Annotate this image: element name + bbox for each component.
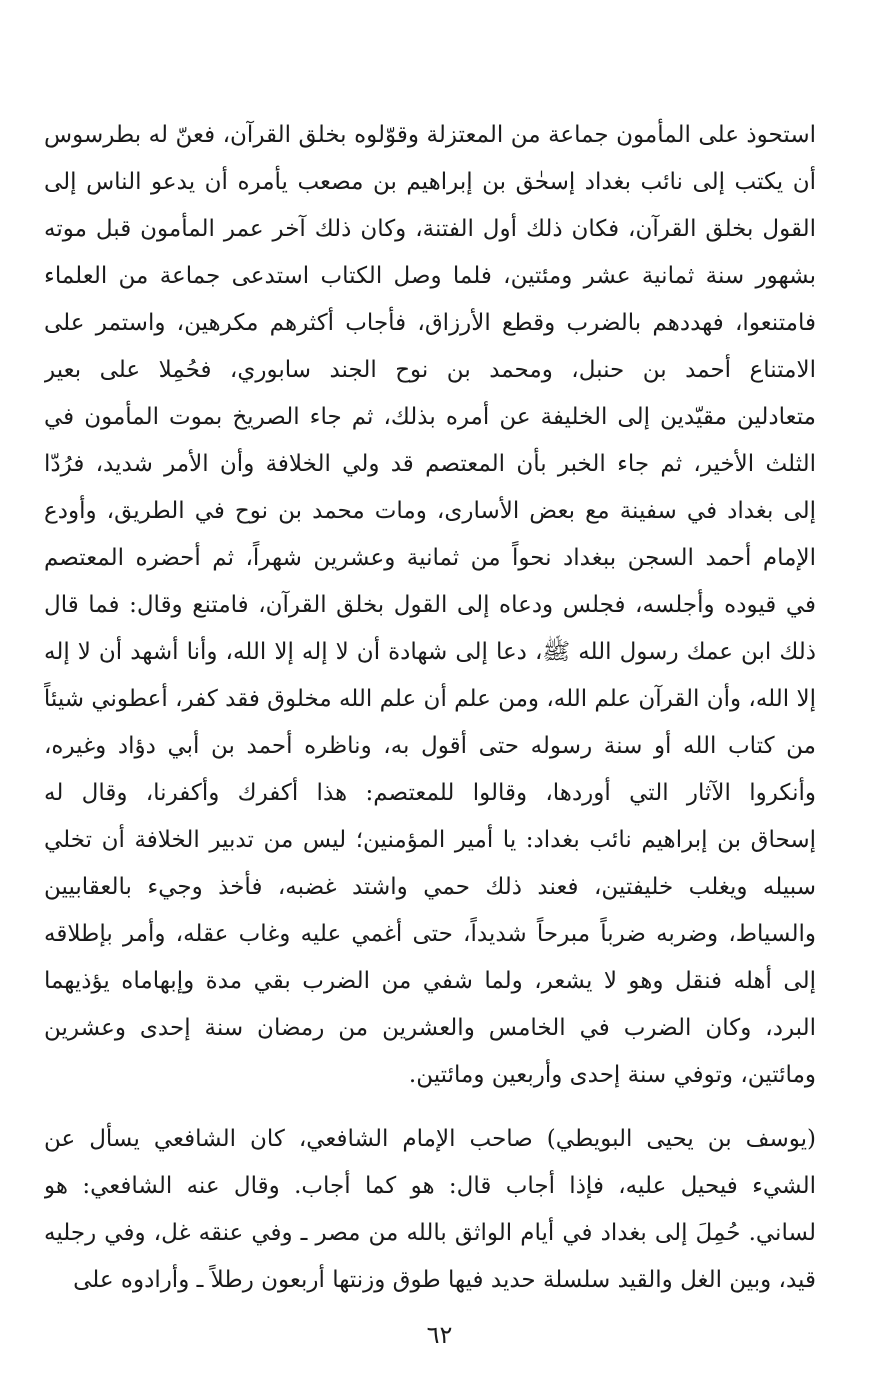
- text-line: البرد، وكان الضرب في الخامس والعشرين من رمضان سنة إحدى وعشرين: [44, 1015, 816, 1041]
- text-line: ومائتين، وتوفي سنة إحدى وأربعين ومائتين.: [408, 1062, 816, 1088]
- text-line: والسياط، وضربه ضرباً مبرحاً شديداً، حتى أغمي عليه وغاب عقله، وأمر بإطلاقه: [44, 921, 816, 947]
- text-line: وأنكروا الآثار التي أوردها، وقالوا للمعتصم: هذا أكفرك وأكفرنا، وقال له: [44, 780, 816, 806]
- text-line: لساني. حُمِلَ إلى بغداد في أيام الواثق بالله من مصر ـ وفي عنقه غل، وفي رجليه: [44, 1220, 816, 1246]
- page-number: ٦٢: [426, 1321, 453, 1349]
- text-line: بشهور سنة ثمانية عشر ومئتين، فلما وصل الكتاب استدعى جماعة من العلماء: [44, 263, 816, 289]
- text-line: الإمام أحمد السجن ببغداد نحواً من ثمانية وعشرين شهراً، ثم أحضره المعتصم: [44, 545, 816, 571]
- text-line: إلا الله، وأن القرآن علم الله، ومن علم أن علم الله مخلوق فقد كفر، أعطوني شيئاً: [44, 686, 816, 712]
- text-line: إلى أهله فنقل وهو لا يشعر، ولما شفي من الضرب بقي مدة وإبهاماه يؤذيهما: [44, 968, 816, 994]
- text-line: في قيوده وأجلسه، فجلس ودعاه إلى القول بخلق القرآن، فامتنع وقال: فما قال: [44, 592, 816, 618]
- text-line: الامتناع أحمد بن حنبل، ومحمد بن نوح الجند سابوري، فحُمِلا على بعير: [44, 357, 816, 383]
- text-line: أن يكتب إلى نائب بغداد إسحٰق بن إبراهيم بن مصعب يأمره أن يدعو الناس إلى: [44, 169, 816, 195]
- text-line: سبيله ويغلب خليفتين، فعند ذلك حمي واشتد غضبه، فأخذ وجيء بالعقابيين: [44, 874, 816, 900]
- paragraph-ahmad-ibn-hanbal: [44, 112, 816, 1099]
- text-line: إسحاق بن إبراهيم نائب بغداد: يا أمير المؤمنين؛ ليس من تدبير الخلافة أن تخلي: [44, 827, 816, 853]
- text-line: (يوسف بن يحيى البويطي) صاحب الإمام الشافعي، كان الشافعي يسأل عن: [44, 1126, 816, 1152]
- text-line: القول بخلق القرآن، فكان ذلك أول الفتنة، وكان ذلك آخر عمر المأمون قبل موته: [44, 216, 816, 242]
- text-line: فامتنعوا، فهددهم بالضرب وقطع الأرزاق، فأجاب أكثرهم مكرهين، واستمر على: [44, 310, 816, 336]
- text-line: من كتاب الله أو سنة رسوله حتى أقول به، وناظره أحمد بن أبي دؤاد وغيره،: [44, 733, 816, 759]
- text-line: استحوذ على المأمون جماعة من المعتزلة وقوّلوه بخلق القرآن، فعنّ له بطرسوس: [44, 122, 816, 148]
- text-line: الشيء فيحيل عليه، فإذا أجاب قال: هو كما أجاب. وقال عنه الشافعي: هو: [44, 1173, 816, 1199]
- text-line: الثلث الأخير، ثم جاء الخبر بأن المعتصم قد ولي الخلافة وأن الأمر شديد، فرُدّا: [44, 451, 816, 477]
- text-line: متعادلين مقيّدين إلى الخليفة عن أمره بذلك، ثم جاء الصريخ بموت المأمون في: [44, 404, 816, 430]
- text-line: قيد، وبين الغل والقيد سلسلة حديد فيها طوق وزنتها أربعون رطلاً ـ وأرادوه على: [73, 1267, 816, 1293]
- paragraph-yusuf-al-buwayti: [44, 1116, 816, 1304]
- text-line: إلى بغداد في سفينة مع بعض الأسارى، ومات محمد بن نوح في الطريق، وأودع: [44, 498, 816, 524]
- text-line: ذلك ابن عمك رسول الله ﷺ، دعا إلى شهادة أن لا إله إلا الله، وأنا أشهد أن لا إله: [44, 639, 816, 665]
